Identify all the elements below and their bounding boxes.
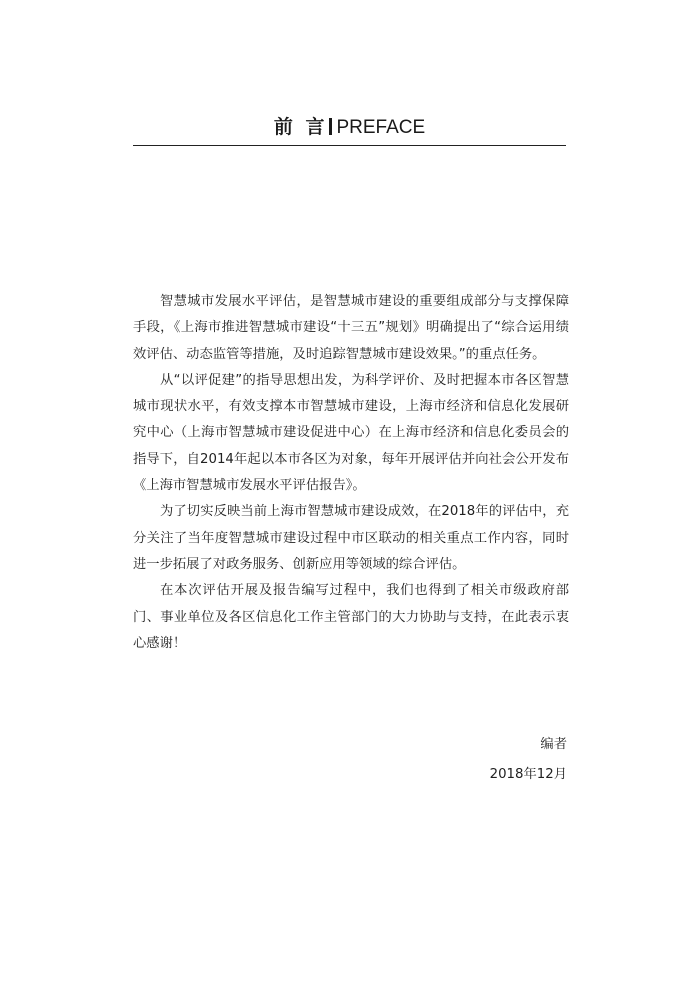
signature-editor: 编者 [540,737,567,752]
paragraph-3: 为了切实反映当前上海市智慧城市建设成效，在2018年的评估中，充分关注了当年度智慧城市建设过程中市区联动的相关重点工作内容，同时进一步拓展了对政务服务、创新应用等领域的综合评估。 [133,504,569,572]
paragraph-1: 智慧城市发展水平评估，是智慧城市建设的重要组成部分与支撑保障手段，《上海市推进智慧城市建设“十三五”规划》明确提出了“综合运用绩效评估、动态监管等措施，及时追踪智慧城市建设效果。”的重点任务。 [133,294,569,362]
preface-body [133,289,569,657]
paragraph-4: 在本次评估开展及报告编写过程中，我们也得到了相关市级政府部门、事业单位及各区信息化工作主管部门的大力协助与支持，在此表示衷心感谢！ [133,583,569,651]
signature-date: 2018年12月 [489,767,567,782]
title-chinese: 前 言 [273,116,328,138]
title-separator [329,118,332,135]
page-title [133,114,566,141]
paragraph-2: 从“以评促建”的指导思想出发，为科学评价、及时把握本市各区智慧城市现状水平，有效支撑本市智慧城市建设，上海市经济和信息化发展研究中心（上海市智慧城市建设促进中心）在上海市经济和信息化委员会的指导下，自2014年起以本市各区为对象，每年开展评估并向社会公开发布《上海市智慧城市发展水平评估报告》。 [133,372,569,494]
title-english: PREFACE [336,117,426,138]
title-divider [133,145,566,146]
